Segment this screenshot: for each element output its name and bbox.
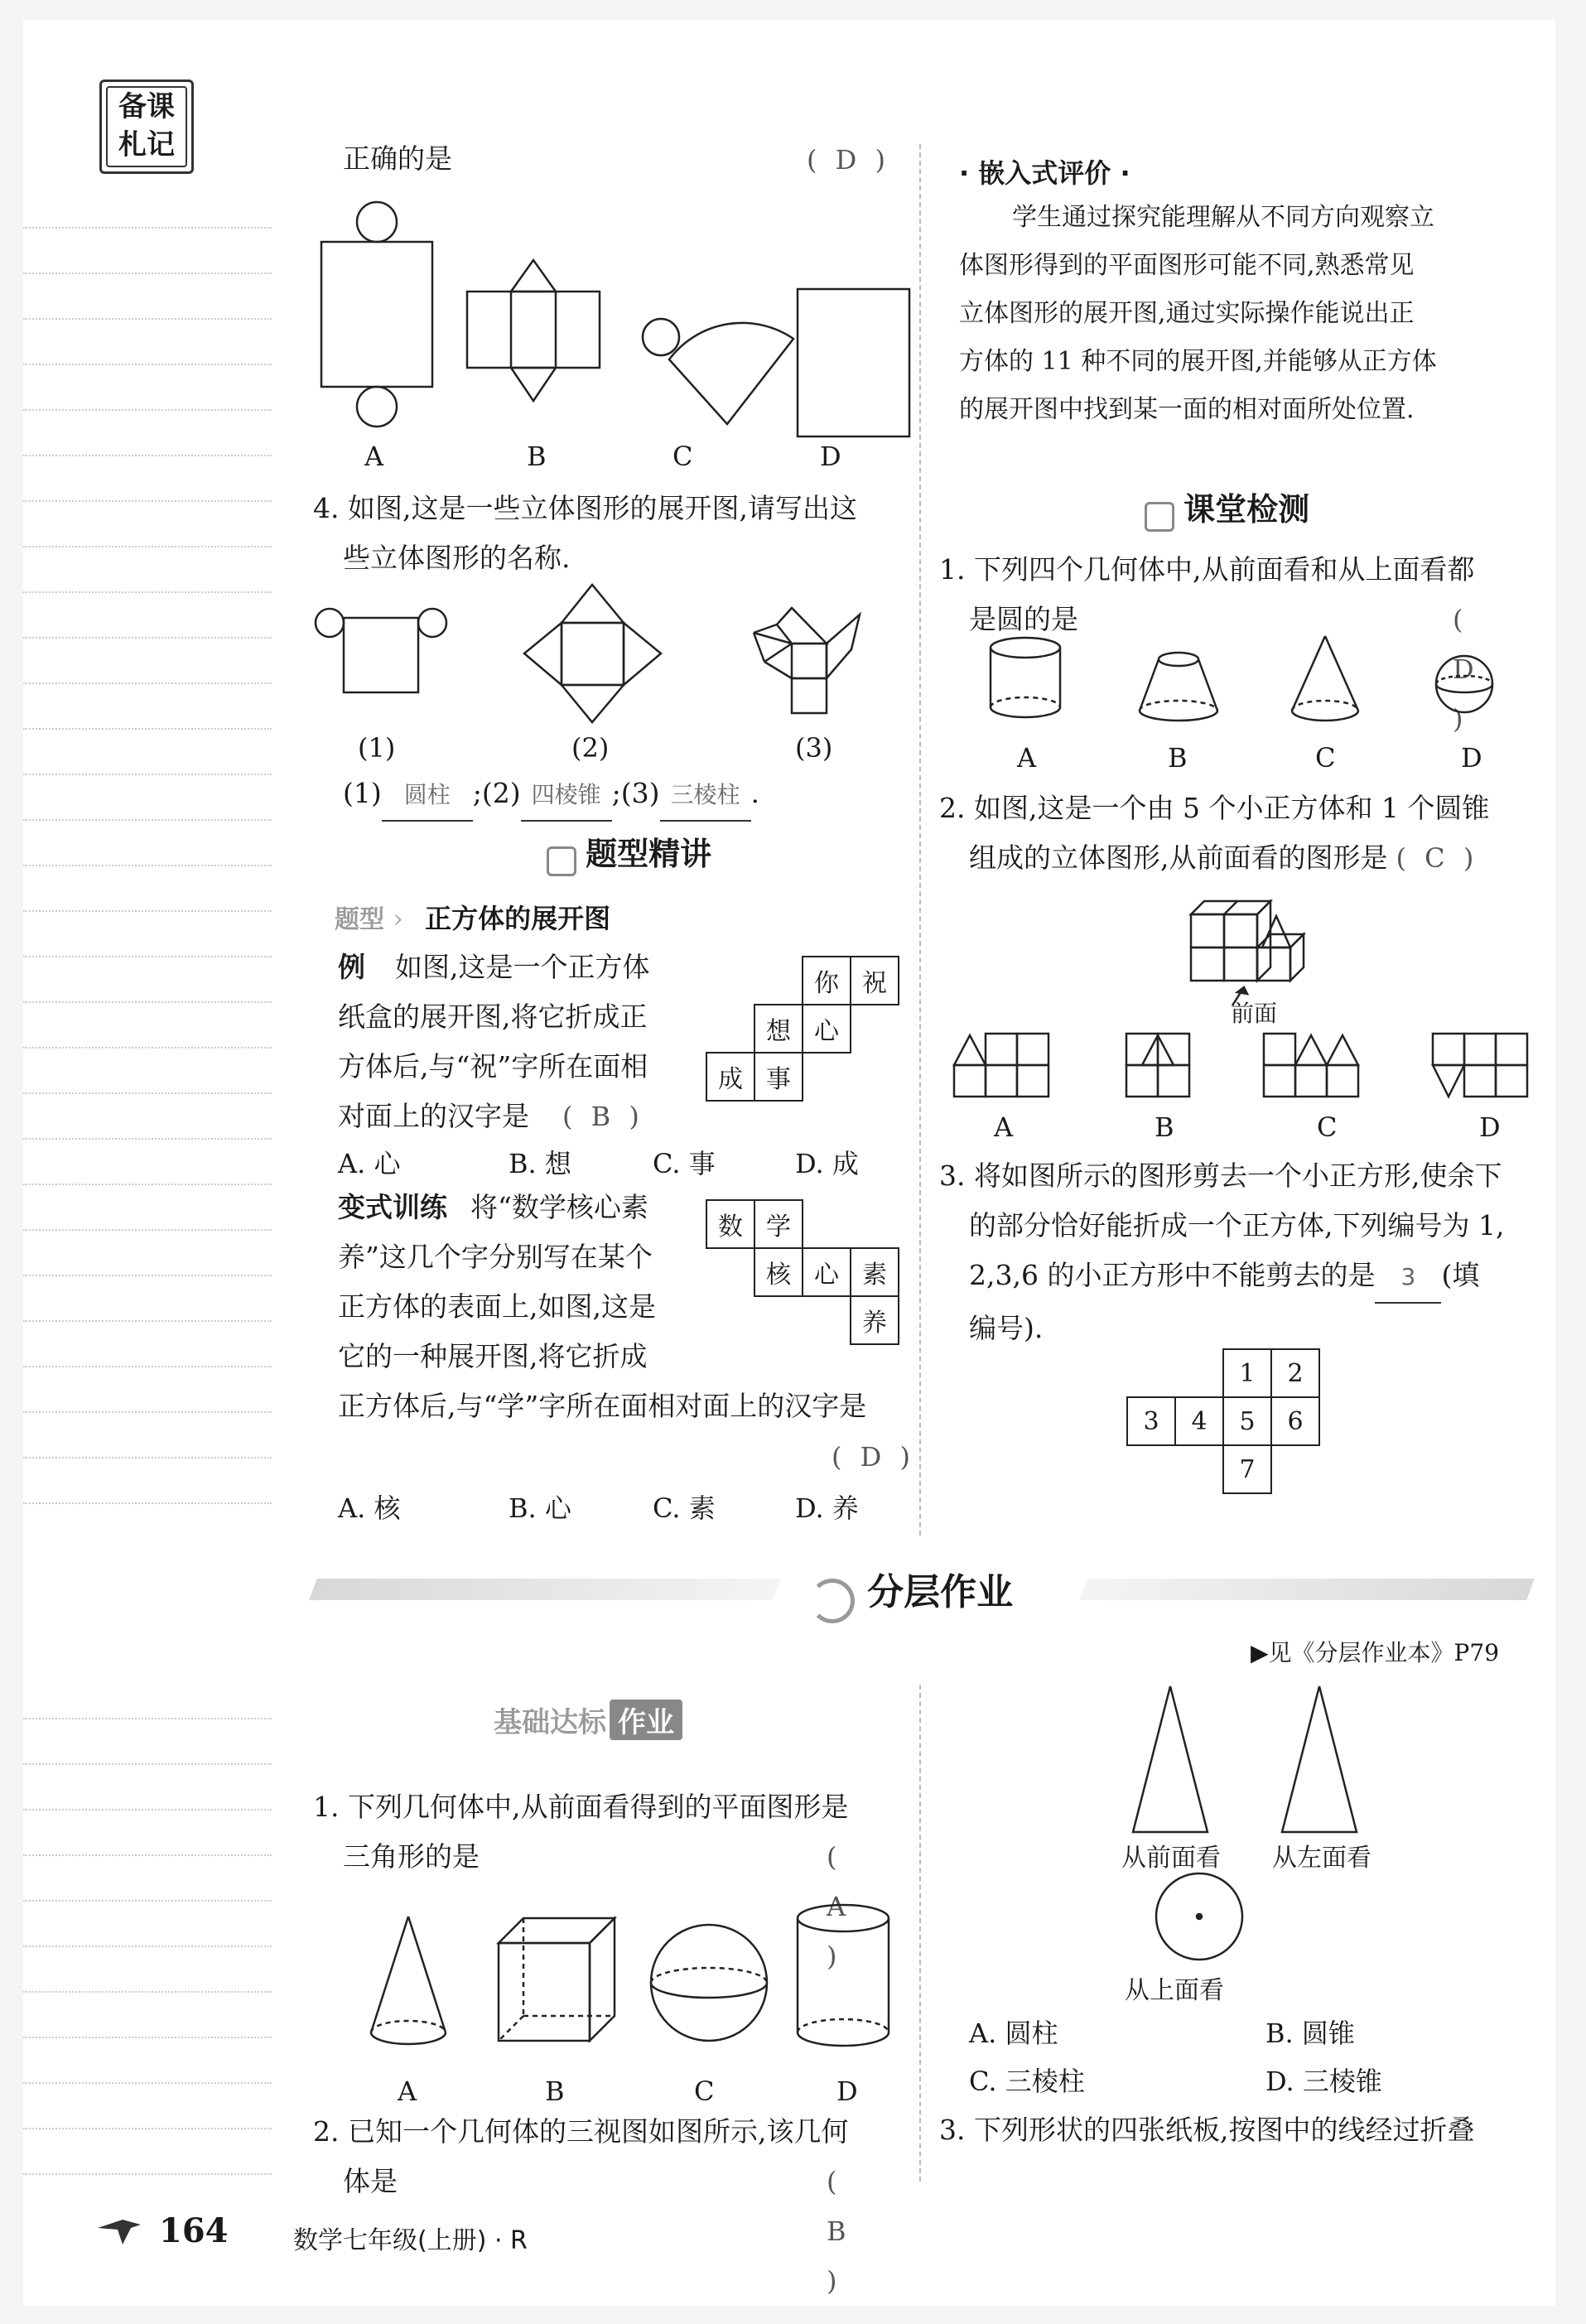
variant-cell: 素	[851, 1248, 899, 1296]
check-q2-option-b-figure	[1126, 1034, 1189, 1097]
eval-line-3: 立体图形的展开图,通过实际操作能说出正	[959, 299, 1415, 328]
example-cell: 成	[706, 1053, 754, 1101]
q3-answer: ( D )	[807, 144, 890, 176]
cube-figure	[499, 1918, 615, 2041]
top-view	[1156, 1873, 1242, 1960]
homework-banner-right	[1079, 1579, 1534, 1600]
hw-q1-figures	[346, 1900, 926, 2066]
example-label: 例	[338, 951, 365, 983]
q4-net-1	[316, 609, 446, 692]
example-option-b: B. 想	[509, 1148, 571, 1179]
variant-label: 变式训练	[338, 1191, 447, 1223]
example-cell: 祝	[851, 957, 899, 1005]
net-cell: 4	[1175, 1397, 1223, 1445]
example-answer: ( B )	[562, 1101, 644, 1132]
hw-q1-line-1: 1. 下列几何体中,从前面看得到的平面图形是	[313, 1791, 849, 1823]
net-cell: 6	[1271, 1397, 1319, 1445]
check-q1	[939, 545, 1479, 735]
cone-figure	[1292, 636, 1358, 721]
section-title-lecture: 题型精讲	[586, 836, 712, 872]
q4-answer-1: 圆柱	[382, 770, 473, 822]
view-label-left: 从左面看	[1272, 1844, 1371, 1873]
variant-line-3: 正方体的表面上,如图,这是	[338, 1290, 656, 1323]
variant-cell: 养	[851, 1296, 899, 1344]
net-cell: 2	[1271, 1349, 1319, 1397]
example-option-c: C. 事	[653, 1148, 716, 1179]
cone-figure	[371, 1917, 446, 2044]
variant-cell: 核	[754, 1248, 803, 1296]
cylinder-figure	[991, 638, 1060, 717]
margin-note	[99, 80, 194, 174]
check-q2-option-b: B	[1155, 1111, 1174, 1143]
check-q1-option-d: D	[1461, 742, 1482, 774]
homework-ref: ▶见《分层作业本》P79	[1251, 1639, 1500, 1666]
q4-answer-2: 四棱锥	[521, 770, 612, 822]
variant-answer: ( D )	[832, 1441, 915, 1473]
footer-ornament-icon	[98, 2216, 147, 2241]
q4-fill-prefix-2: ;(2)	[472, 777, 521, 809]
check-q2-option-d-figure	[1433, 1034, 1527, 1097]
eval-text	[959, 194, 1437, 434]
q3-figure-d	[798, 289, 909, 436]
q3-option-c: C	[672, 441, 693, 472]
variant-line-5: 正方体后,与“学”字所在面相对面上的汉字是	[338, 1390, 867, 1422]
frustum-figure	[1140, 653, 1217, 721]
hw-q2-line-2: 体是	[343, 2165, 398, 2197]
sphere-figure	[651, 1925, 767, 2041]
q4-label-3: (3)	[795, 732, 833, 764]
eval-line-2: 体图形得到的平面图形可能不同,熟悉常见	[959, 251, 1415, 280]
hw-q2-views	[1125, 1685, 1423, 1958]
example-block	[338, 943, 650, 1141]
variant-cell: 数	[706, 1200, 754, 1248]
q4-line2: 些立体图形的名称.	[343, 542, 571, 574]
example-cell: 你	[803, 957, 851, 1005]
cylinder-figure	[798, 1905, 889, 2046]
hw-q1-line-2: 三角形的是	[343, 1840, 480, 1873]
hw-q1-option-a: A	[398, 2076, 417, 2107]
sphere-figure	[1436, 656, 1492, 712]
hw-q2-line-1: 2. 已知一个几何体的三视图如图所示,该几何	[313, 2115, 849, 2148]
example-cell: 想	[754, 1005, 803, 1053]
view-label-front: 从前面看	[1121, 1844, 1221, 1873]
type-header	[335, 898, 610, 936]
variant-cell: 心	[803, 1248, 851, 1296]
q4-label-2: (2)	[571, 732, 610, 764]
homework-tag-level: 基础达标	[494, 1706, 606, 1739]
check-q3	[939, 1151, 1504, 1353]
hw-q1-option-d: D	[836, 2076, 858, 2107]
check-q2-option-c-figure	[1264, 1034, 1358, 1097]
net-cell: 1	[1223, 1349, 1271, 1397]
type-label: 题型	[335, 905, 384, 934]
variant-option-d: D. 养	[795, 1492, 859, 1524]
homework-title: 分层作业	[867, 1571, 1014, 1613]
check-q2-option-c: C	[1317, 1111, 1338, 1143]
check-q1-answer: ( D )	[1453, 604, 1479, 735]
q4-fill-end: .	[750, 777, 759, 809]
q3-figures	[313, 194, 909, 442]
q3-figure-b	[467, 260, 600, 401]
example-line-1: 如图,这是一个正方体	[395, 951, 650, 983]
check-q3-net	[1126, 1348, 1320, 1494]
view-label-top: 从上面看	[1125, 1976, 1224, 2005]
hw-q3-line: 3. 下列形状的四张纸板,按图中的线经过折叠	[939, 2114, 1475, 2146]
check-q1-line-1: 1. 下列四个几何体中,从前面看和从上面看都	[939, 553, 1475, 586]
q4-net-2	[524, 585, 661, 722]
section-header-lecture	[547, 828, 711, 876]
variant-option-c: C. 素	[653, 1492, 716, 1524]
margin-note-line2: 札记	[118, 128, 175, 162]
homework-header	[810, 1562, 1013, 1623]
section-icon	[1145, 502, 1174, 532]
hw-q1	[313, 1782, 851, 1972]
q4-fill	[343, 769, 759, 822]
check-q1-figures	[967, 633, 1547, 732]
homework-tag	[494, 1700, 682, 1740]
variant-cell: 学	[754, 1200, 803, 1248]
check-q1-option-b: B	[1168, 742, 1188, 774]
example-line-4: 对面上的汉字是	[338, 1100, 529, 1132]
check-q3-answer: 3	[1375, 1252, 1441, 1304]
q4-line1: 4. 如图,这是一些立体图形的展开图,请写出这	[313, 492, 857, 524]
type-name: 正方体的展开图	[425, 903, 611, 934]
q3-figure-a	[321, 202, 432, 427]
section-icon	[547, 846, 576, 876]
check-q2	[939, 784, 1489, 883]
check-q1-option-c: C	[1315, 742, 1336, 774]
front-view	[1133, 1686, 1208, 1832]
net-cell: 7	[1223, 1445, 1271, 1493]
check-q2-option-a-figure	[954, 1034, 1048, 1097]
check-q3-line-2: 的部分恰好能折成一个正方体,下列编号为 1,	[969, 1209, 1505, 1242]
hw-q2-option-b: B. 圆锥	[1265, 2018, 1355, 2049]
check-q2-line-2: 组成的立体图形,从前面看的图形是	[969, 841, 1388, 874]
hw-q2-option-a: A. 圆柱	[969, 2018, 1058, 2049]
eval-line-4: 方体的 11 种不同的展开图,并能够从正方体	[959, 347, 1437, 376]
check-q3-after: (填	[1441, 1259, 1480, 1291]
variant-line-1: 将“数学核心素	[470, 1191, 648, 1223]
eval-line-5: 的展开图中找到某一面的相对面所处位置.	[959, 395, 1415, 424]
hw-q2-option-d: D. 三棱锥	[1265, 2066, 1382, 2097]
q4-fill-prefix-1: (1)	[343, 777, 382, 809]
left-view	[1282, 1686, 1357, 1832]
hw-q1-option-b: B	[545, 2076, 565, 2107]
q3-option-b: B	[527, 441, 547, 472]
q4-label-1: (1)	[358, 732, 396, 764]
q4-net-3	[754, 608, 860, 713]
check-q2-front-label: 前面	[1231, 1000, 1278, 1027]
example-line-3: 方体后,与“祝”字所在面相	[338, 1050, 648, 1082]
check-q3-line-1: 3. 将如图所示的图形剪去一个小正方形,使余下	[939, 1160, 1502, 1192]
variant-option-b: B. 心	[509, 1492, 571, 1524]
example-option-d: D. 成	[795, 1148, 859, 1179]
hw-q1-answer: ( A )	[827, 1841, 851, 1972]
q4-answer-3: 三棱柱	[660, 770, 751, 822]
chevron-right-icon: ›	[393, 903, 403, 934]
example-cell: 事	[754, 1053, 803, 1101]
check-q3-line-4: 编号).	[969, 1312, 1044, 1344]
hw-q2-option-c: C. 三棱柱	[969, 2066, 1085, 2097]
homework-icon	[810, 1579, 855, 1623]
check-q2-options	[952, 1030, 1549, 1105]
example-net	[706, 956, 899, 1102]
q3-option-a: A	[364, 441, 384, 472]
q3-option-d: D	[820, 441, 841, 472]
margin-note-line1: 备课	[118, 90, 175, 123]
check-q2-line-1: 2. 如图,这是一个由 5 个小正方体和 1 个圆锥	[939, 792, 1490, 824]
check-q2-answer: ( C )	[1396, 842, 1479, 874]
q4-figures	[313, 600, 909, 732]
q3-figure-c	[643, 319, 793, 424]
hw-q1-option-c: C	[694, 2076, 715, 2107]
variant-line-4: 它的一种展开图,将它折成	[338, 1340, 648, 1372]
example-line-2: 纸盒的展开图,将它折成正	[338, 1000, 648, 1033]
check-q2-option-d: D	[1479, 1111, 1501, 1143]
variant-line-2: 养”这几个字分别写在某个	[338, 1241, 653, 1273]
hw-q2-answer: ( B )	[827, 2166, 851, 2297]
column-divider-top	[919, 144, 921, 1536]
footer-page-number: 164	[159, 2211, 229, 2250]
check-q2-solid	[1183, 881, 1348, 997]
footer-book-title: 数学七年级(上册) · R	[293, 2226, 528, 2255]
q3-tail: 正确的是	[343, 142, 452, 175]
q4-fill-prefix-3: ;(3)	[611, 777, 660, 809]
page	[23, 20, 1555, 2306]
example-cell: 心	[803, 1005, 851, 1053]
net-cell: 3	[1127, 1397, 1175, 1445]
check-q2-option-a: A	[994, 1111, 1014, 1143]
check-q3-line-3: 2,3,6 的小正方形中不能剪去的是	[969, 1259, 1376, 1291]
check-q1-line-2: 是圆的是	[969, 603, 1078, 635]
check-q1-option-a: A	[1017, 742, 1037, 774]
variant-option-a: A. 核	[338, 1492, 401, 1524]
eval-title: · 嵌入式评价 ·	[959, 157, 1130, 189]
eval-line-1: 学生通过探究能理解从不同方向观察立	[1012, 203, 1434, 232]
section-header-check	[1145, 484, 1309, 532]
section-title-check: 课堂检测	[1183, 491, 1310, 528]
homework-tag-label: 作业	[610, 1700, 682, 1740]
variant-net	[706, 1199, 899, 1345]
net-cell: 5	[1223, 1397, 1271, 1445]
homework-banner-left	[309, 1579, 780, 1600]
example-option-a: A. 心	[338, 1148, 401, 1179]
